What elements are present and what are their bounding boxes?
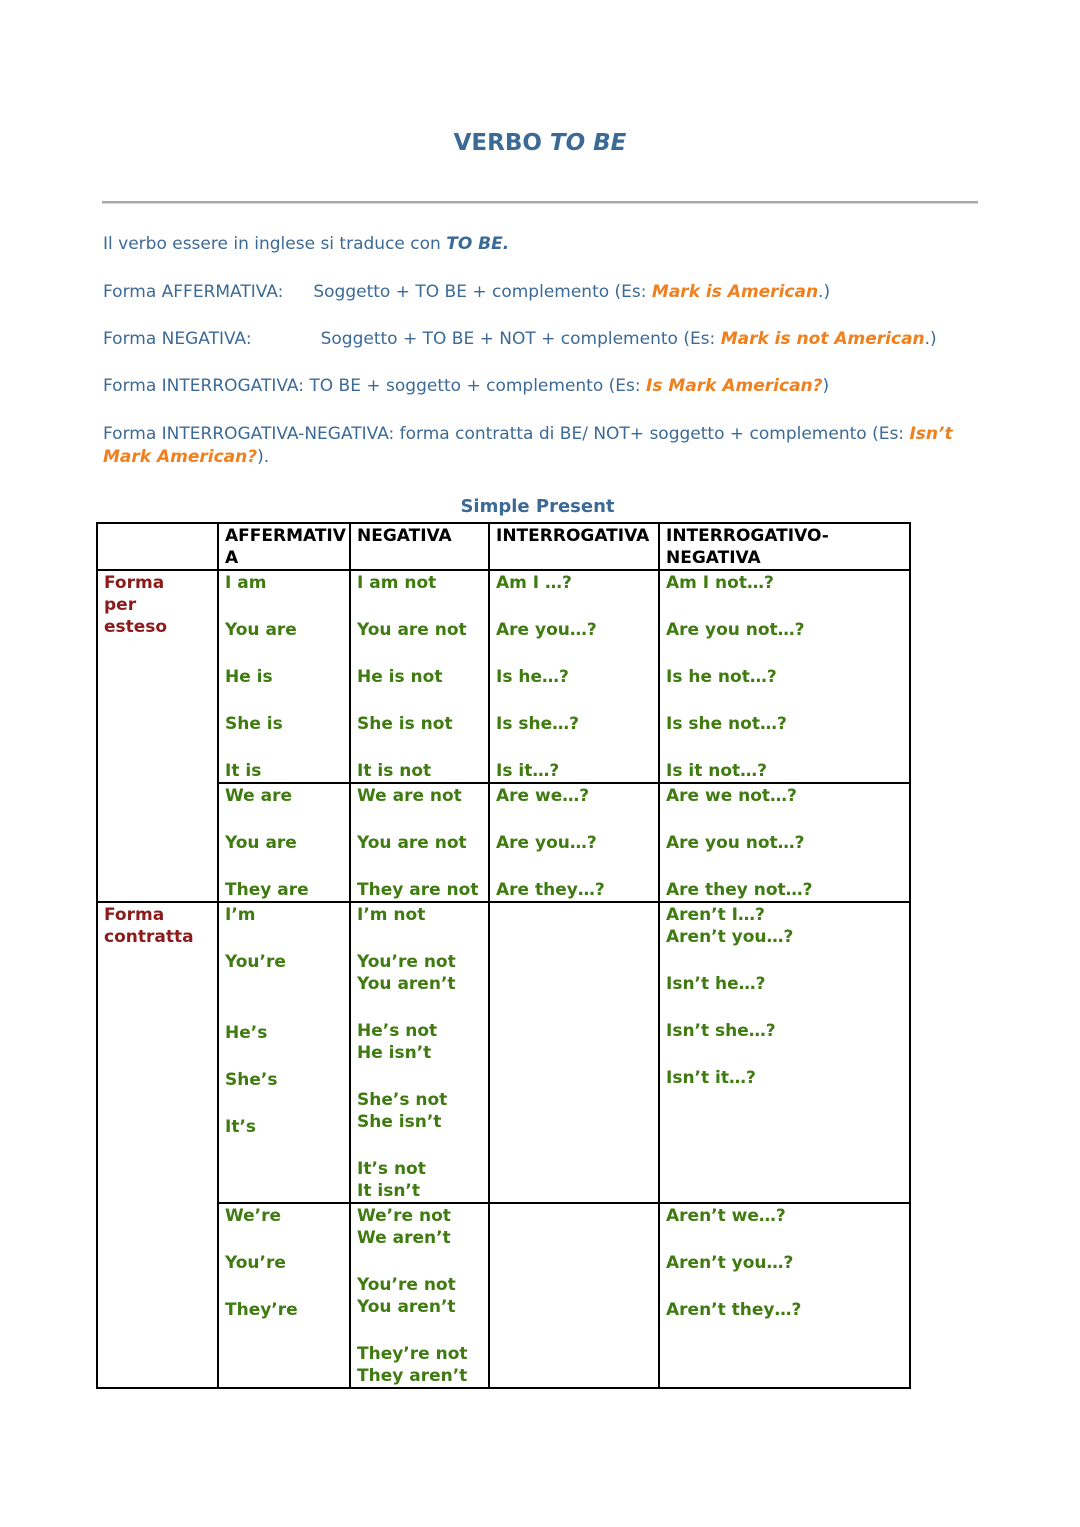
table-row <box>97 1203 910 1388</box>
negative-rule <box>103 328 963 351</box>
cell-text: Are we not…? <box>666 786 797 806</box>
interrogative-rule <box>103 375 963 398</box>
cell-text: We are not <box>357 786 462 806</box>
cell-text: Is she not…? <box>666 714 787 734</box>
cell-text: Are they not…? <box>666 880 813 900</box>
cell-text: They are not <box>357 880 479 900</box>
cell-text: Is it not…? <box>666 761 768 781</box>
cell-text: Are you…? <box>496 833 597 853</box>
cell-text: She isn’t <box>357 1112 442 1132</box>
cell-text: He’s <box>225 1023 268 1043</box>
cell-interrogative-empty <box>489 902 659 1203</box>
cell-text: He is <box>225 667 273 687</box>
cell-text: They’re <box>225 1300 298 1320</box>
cell-text: Am I …? <box>496 573 572 593</box>
cell-negative <box>350 902 489 1203</box>
cell-text: It is <box>225 761 262 781</box>
header-text: NEGATIVA <box>357 526 452 546</box>
intro-text: Il verbo essere in inglese si traduce con <box>103 234 447 254</box>
interrogative-example: Is Mark American? <box>646 376 823 396</box>
row-label-contratta <box>97 902 218 1388</box>
cell-text: It’s <box>225 1117 257 1137</box>
affirmative-example: Mark is American <box>651 282 819 302</box>
cell-text: I am not <box>357 573 437 593</box>
table-row <box>97 783 910 902</box>
cell-affirmative <box>218 783 350 902</box>
table-caption: Simple Present <box>460 496 615 517</box>
cell-text: You’re not <box>357 952 456 972</box>
row-label-text: per <box>104 595 137 615</box>
cell-text: I’m <box>225 905 256 925</box>
cell-text: You’re <box>225 1253 286 1273</box>
cell-text: Isn’t it…? <box>666 1068 756 1088</box>
cell-text: You are not <box>357 620 467 640</box>
header-interrogative-negative <box>659 523 910 570</box>
negative-label: Forma NEGATIVA: <box>103 329 252 349</box>
cell-text: Aren’t you…? <box>666 1253 794 1273</box>
cell-text: You are <box>225 620 297 640</box>
row-label-text: esteso <box>104 617 168 637</box>
cell-text: She is not <box>357 714 453 734</box>
cell-negative <box>350 1203 489 1388</box>
cell-text: It is not <box>357 761 432 781</box>
cell-text: She is <box>225 714 283 734</box>
interrogative-end: ) <box>822 376 830 396</box>
cell-text: Are you not…? <box>666 620 805 640</box>
cell-affirmative <box>218 1203 350 1388</box>
interrogative-negative-formula: Forma INTERROGATIVA-NEGATIVA: forma contratta di BE/ NOT+ soggetto + complemento (Es: <box>103 424 910 444</box>
title-main: VERBO <box>453 130 550 156</box>
cell-text: He is not <box>357 667 443 687</box>
cell-text: Are you…? <box>496 620 597 640</box>
table-row <box>97 570 910 783</box>
table-row <box>97 902 910 1203</box>
header-interrogative <box>489 523 659 570</box>
cell-interrogative-empty <box>489 1203 659 1388</box>
interrogative-formula: Forma INTERROGATIVA: TO BE + soggetto + complemento (Es: <box>103 376 647 396</box>
interrogative-negative-rule <box>103 423 963 469</box>
cell-text: We aren’t <box>357 1228 451 1248</box>
intro-emphasis: TO BE. <box>446 234 510 254</box>
conjugation-table <box>96 522 911 1389</box>
cell-text: He isn’t <box>357 1043 432 1063</box>
cell-text: You’re not <box>357 1275 456 1295</box>
cell-interrogative-negative <box>659 1203 910 1388</box>
cell-text: He’s not <box>357 1021 438 1041</box>
cell-interrogative-negative <box>659 783 910 902</box>
cell-text: It’s not <box>357 1159 426 1179</box>
cell-text: She’s <box>225 1070 278 1090</box>
interrogative-negative-example-a: Isn’t <box>909 424 953 444</box>
cell-text: Are we…? <box>496 786 590 806</box>
cell-text: I am <box>225 573 267 593</box>
cell-interrogative <box>489 783 659 902</box>
header-text: A <box>225 548 239 568</box>
cell-text: Is he…? <box>496 667 569 687</box>
header-text: INTERROGATIVO- <box>666 526 829 546</box>
cell-text: Is he not…? <box>666 667 777 687</box>
cell-text: Aren’t you…? <box>666 927 794 947</box>
cell-text: You aren’t <box>357 974 456 994</box>
row-label-text: Forma <box>104 573 165 593</box>
cell-text: It isn’t <box>357 1181 421 1201</box>
cell-text: Aren’t I…? <box>666 905 765 925</box>
cell-text: Isn’t she…? <box>666 1021 776 1041</box>
negative-end: .) <box>924 329 937 349</box>
cell-text: You are <box>225 833 297 853</box>
row-label-text: contratta <box>104 927 194 947</box>
interrogative-negative-example-b: Mark American? <box>103 447 258 467</box>
affirmative-label: Forma AFFERMATIVA: <box>103 282 284 302</box>
cell-interrogative <box>489 570 659 783</box>
cell-text: Aren’t they…? <box>666 1300 802 1320</box>
cell-text: Isn’t he…? <box>666 974 766 994</box>
cell-text: We are <box>225 786 292 806</box>
row-label-esteso <box>97 570 218 902</box>
header-empty <box>97 523 218 570</box>
affirmative-formula: Soggetto + TO BE + complemento (Es: <box>313 282 652 302</box>
table-header-row <box>97 523 910 570</box>
row-label-text: Forma <box>104 905 165 925</box>
cell-text: You are not <box>357 833 467 853</box>
cell-text: Is she…? <box>496 714 579 734</box>
cell-text: Are they…? <box>496 880 605 900</box>
cell-text: Am I not…? <box>666 573 774 593</box>
header-negative <box>350 523 489 570</box>
cell-text: They are <box>225 880 309 900</box>
header-text: AFFERMATIV <box>225 526 346 546</box>
cell-text: They’re not <box>357 1344 468 1364</box>
negative-formula: Soggetto + TO BE + NOT + complemento (Es: <box>320 329 721 349</box>
cell-text: You’re <box>225 952 286 972</box>
cell-negative <box>350 783 489 902</box>
cell-affirmative <box>218 902 350 1203</box>
negative-example: Mark is not American <box>720 329 925 349</box>
cell-text: She’s not <box>357 1090 448 1110</box>
cell-interrogative-negative <box>659 570 910 783</box>
cell-text: They aren’t <box>357 1366 468 1386</box>
cell-text: You aren’t <box>357 1297 456 1317</box>
cell-text: We’re <box>225 1206 282 1226</box>
title-emphasis: TO BE <box>549 130 627 156</box>
interrogative-negative-end: ). <box>257 447 270 467</box>
affirmative-end: .) <box>818 282 831 302</box>
header-text: INTERROGATIVA <box>496 526 650 546</box>
cell-negative <box>350 570 489 783</box>
cell-interrogative-negative <box>659 902 910 1203</box>
header-affirmative <box>218 523 350 570</box>
cell-text: I’m not <box>357 905 426 925</box>
page-title <box>0 130 1080 156</box>
cell-affirmative <box>218 570 350 783</box>
cell-text: Are you not…? <box>666 833 805 853</box>
header-text: NEGATIVA <box>666 548 761 568</box>
cell-text: We’re not <box>357 1206 451 1226</box>
affirmative-rule <box>103 281 963 304</box>
cell-text: Aren’t we…? <box>666 1206 786 1226</box>
intro-line <box>103 233 963 256</box>
horizontal-divider <box>102 201 978 204</box>
cell-text: Is it…? <box>496 761 560 781</box>
